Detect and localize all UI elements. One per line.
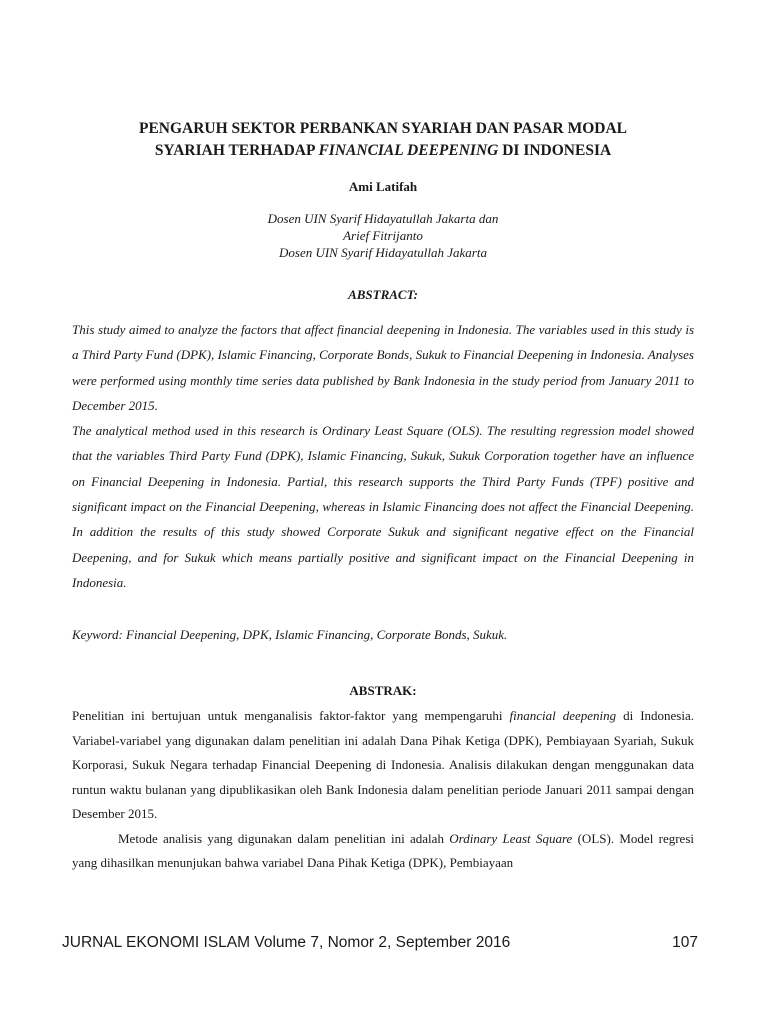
abstract-paragraph: This study aimed to analyze the factors that affect financial deepening in Indonesia. The variables used in this study is a Third Party Fund (DPK), Islamic Financing, Corporate Bonds, Sukuk to Financial Deepening in Indonesia. Analyses were performed using monthly time series data published by Bank Indonesia in the study period from January 2011 to December 2015. bbox=[72, 322, 694, 413]
abstrak-heading: ABSTRAK: bbox=[349, 683, 417, 698]
abstrak-indonesian bbox=[72, 704, 694, 876]
abstrak-p1-prefix: Penelitian ini bertujuan untuk menganalisis faktor-faktor yang mempengaruhi bbox=[72, 708, 510, 723]
keywords: Keyword: Financial Deepening, DPK, Islamic Financing, Corporate Bonds, Sukuk. bbox=[72, 627, 508, 642]
abstrak-paragraph bbox=[72, 704, 694, 827]
abstrak-p1-emphasis: financial deepening bbox=[509, 708, 617, 723]
abstrak-paragraph bbox=[72, 827, 694, 876]
title-line-1: PENGARUH SEKTOR PERBANKAN SYARIAH DAN PASAR MODAL bbox=[138, 120, 627, 137]
abstract-paragraph: The analytical method used in this research is Ordinary Least Square (OLS). The resulting regression model showed that the variables Third Party Fund (DPK), Islamic Financing, Sukuk, Sukuk Corporation together have an influence on Financial Deepening in Indonesia. Partial, this research supports the Third Party Funds (TPF) positive and significant impact on the Financial Deepening, whereas in Islamic Financing does not affect the Financial Deepening. In addition the results of this study showed Corporate Sukuk and significant negative effect on the Financial Deepening, and for Sukuk which means partially positive and significant impact on the Financial Deepening in Indonesia. bbox=[72, 423, 694, 590]
author-name: Ami Latifah bbox=[348, 179, 418, 194]
abstrak-p1-suffix: di Indonesia. Variabel-variabel yang digunakan dalam penelitian ini adalah Dana Pihak Ketiga (DPK), Pembiayaan Syariah, Sukuk Korporasi, Sukuk Negara terhadap Financial Deepening di Indonesia. Analisis dilakukan dengan menggunakan data runtun waktu bulanan yang dipublikasikan oleh Bank Indonesia dalam penelitian periode Januari 2011 sampai dengan Desember 2015. bbox=[72, 708, 694, 821]
paper-page bbox=[62, 0, 698, 1024]
title-line-2-emphasis: FINANCIAL DEEPENING bbox=[318, 142, 499, 159]
affiliation-line: Dosen UIN Syarif Hidayatullah Jakarta dan bbox=[267, 211, 499, 226]
affiliation-line: Dosen UIN Syarif Hidayatullah Jakarta bbox=[279, 245, 487, 260]
paper-title bbox=[72, 118, 694, 162]
affiliation-block bbox=[72, 210, 694, 261]
abstract-heading: ABSTRACT: bbox=[348, 287, 418, 302]
page-number: 107 bbox=[672, 934, 698, 951]
abstract-english bbox=[72, 317, 694, 595]
abstrak-p2-emphasis: Ordinary Least Square bbox=[449, 830, 573, 846]
journal-citation: JURNAL EKONOMI ISLAM Volume 7, Nomor 2, September 2016 bbox=[62, 934, 511, 951]
title-line-2-prefix: SYARIAH TERHADAP bbox=[154, 142, 319, 159]
title-line-2-suffix: DI INDONESIA bbox=[498, 142, 612, 159]
abstrak-p2-prefix: Metode analisis yang digunakan dalam penelitian ini adalah bbox=[118, 830, 450, 846]
affiliation-line: Arief Fitrijanto bbox=[343, 228, 423, 243]
abstrak-p2-suffix: (OLS). Model regresi yang dihasilkan menunjukan bahwa variabel Dana Pihak Ketiga (DPK), Pembiayaan bbox=[72, 830, 694, 870]
